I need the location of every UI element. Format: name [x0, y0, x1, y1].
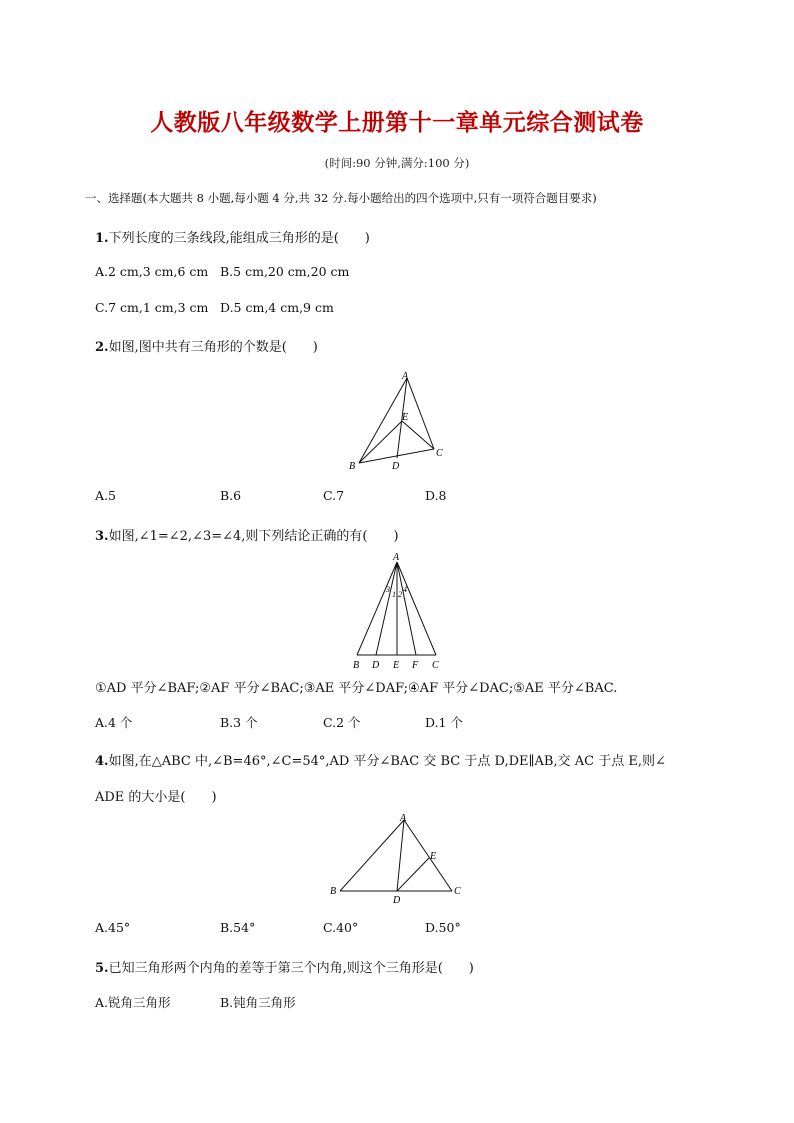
- angle-2: 2: [398, 590, 402, 599]
- label-d: D: [372, 660, 380, 671]
- question-text: 如图,图中共有三角形的个数是( ): [108, 340, 318, 355]
- figure-q2: [340, 366, 450, 476]
- option-a: A.4 个: [95, 715, 133, 730]
- section-header: 一、选择题(本大题共 8 小题,每小题 4 分,共 32 分.每小题给出的四个选项中,只有一项符合题目要求): [85, 191, 597, 205]
- page-title: 人教版八年级数学上册第十一章单元综合测试卷: [150, 109, 644, 136]
- question-number: 1.: [95, 231, 109, 246]
- label-a: A: [402, 371, 409, 382]
- option-b: B.5 cm,20 cm,20 cm: [220, 264, 350, 279]
- option-b: B.6: [220, 488, 242, 503]
- option-d: D.1 个: [425, 715, 463, 730]
- option-a: A.5: [95, 488, 116, 503]
- angle-1: 1: [392, 590, 396, 599]
- question-3-statement: ①AD 平分∠BAF;②AF 平分∠BAC;③AE 平分∠DAF;④AF 平分∠DAC;⑤AE 平分∠BAC.: [95, 681, 618, 696]
- option-b: B.钝角三角形: [220, 995, 296, 1010]
- label-c: C: [432, 660, 439, 671]
- label-d: D: [393, 895, 401, 906]
- option-c: C.7 cm,1 cm,3 cm: [95, 300, 209, 315]
- figure-q3: [345, 548, 455, 673]
- page-subtitle: (时间:90 分钟,满分:100 分): [324, 156, 470, 170]
- option-c: C.40°: [323, 920, 359, 935]
- angle-3: 3: [386, 585, 390, 594]
- question-2: [95, 336, 318, 355]
- option-d: D.5 cm,4 cm,9 cm: [220, 300, 334, 315]
- label-e: E: [430, 851, 437, 862]
- option-c: C.7: [323, 488, 345, 503]
- question-number: 5.: [95, 961, 109, 976]
- question-number: 4.: [95, 754, 109, 769]
- label-a: A: [393, 552, 400, 563]
- question-text: 如图,在△ABC 中,∠B=46°,∠C=54°,AD 平分∠BAC 交 BC 于点 D,DE∥AB,交 AC 于点 E,则∠: [108, 754, 666, 769]
- label-a: A: [400, 813, 407, 824]
- angle-4: 4: [403, 585, 407, 594]
- question-text: 已知三角形两个内角的差等于第三个内角,则这个三角形是( ): [108, 961, 474, 976]
- label-e: E: [402, 412, 409, 423]
- option-d: D.8: [425, 488, 447, 503]
- question-4: [95, 750, 666, 769]
- figure-q4: [325, 810, 470, 910]
- option-d: D.50°: [425, 920, 461, 935]
- question-1: [95, 227, 370, 246]
- option-a: A.2 cm,3 cm,6 cm: [95, 264, 209, 279]
- label-c: C: [454, 886, 461, 897]
- label-b: B: [349, 461, 356, 472]
- label-f: F: [412, 660, 419, 671]
- question-number: 3.: [95, 529, 109, 544]
- option-b: B.3 个: [220, 715, 258, 730]
- option-c: C.2 个: [323, 715, 361, 730]
- question-3: [95, 525, 399, 544]
- question-5: [95, 957, 474, 976]
- label-d: D: [392, 461, 400, 472]
- question-text: 下列长度的三条线段,能组成三角形的是( ): [108, 231, 370, 246]
- question-4-continued: ADE 的大小是( ): [95, 790, 217, 805]
- question-number: 2.: [95, 340, 109, 355]
- label-b: B: [330, 886, 337, 897]
- option-a: A.锐角三角形: [95, 995, 171, 1010]
- option-a: A.45°: [95, 920, 131, 935]
- question-text: 如图,∠1=∠2,∠3=∠4,则下列结论正确的有( ): [108, 529, 399, 544]
- option-b: B.54°: [220, 920, 256, 935]
- label-c: C: [436, 448, 443, 459]
- label-e: E: [393, 660, 400, 671]
- label-b: B: [353, 660, 360, 671]
